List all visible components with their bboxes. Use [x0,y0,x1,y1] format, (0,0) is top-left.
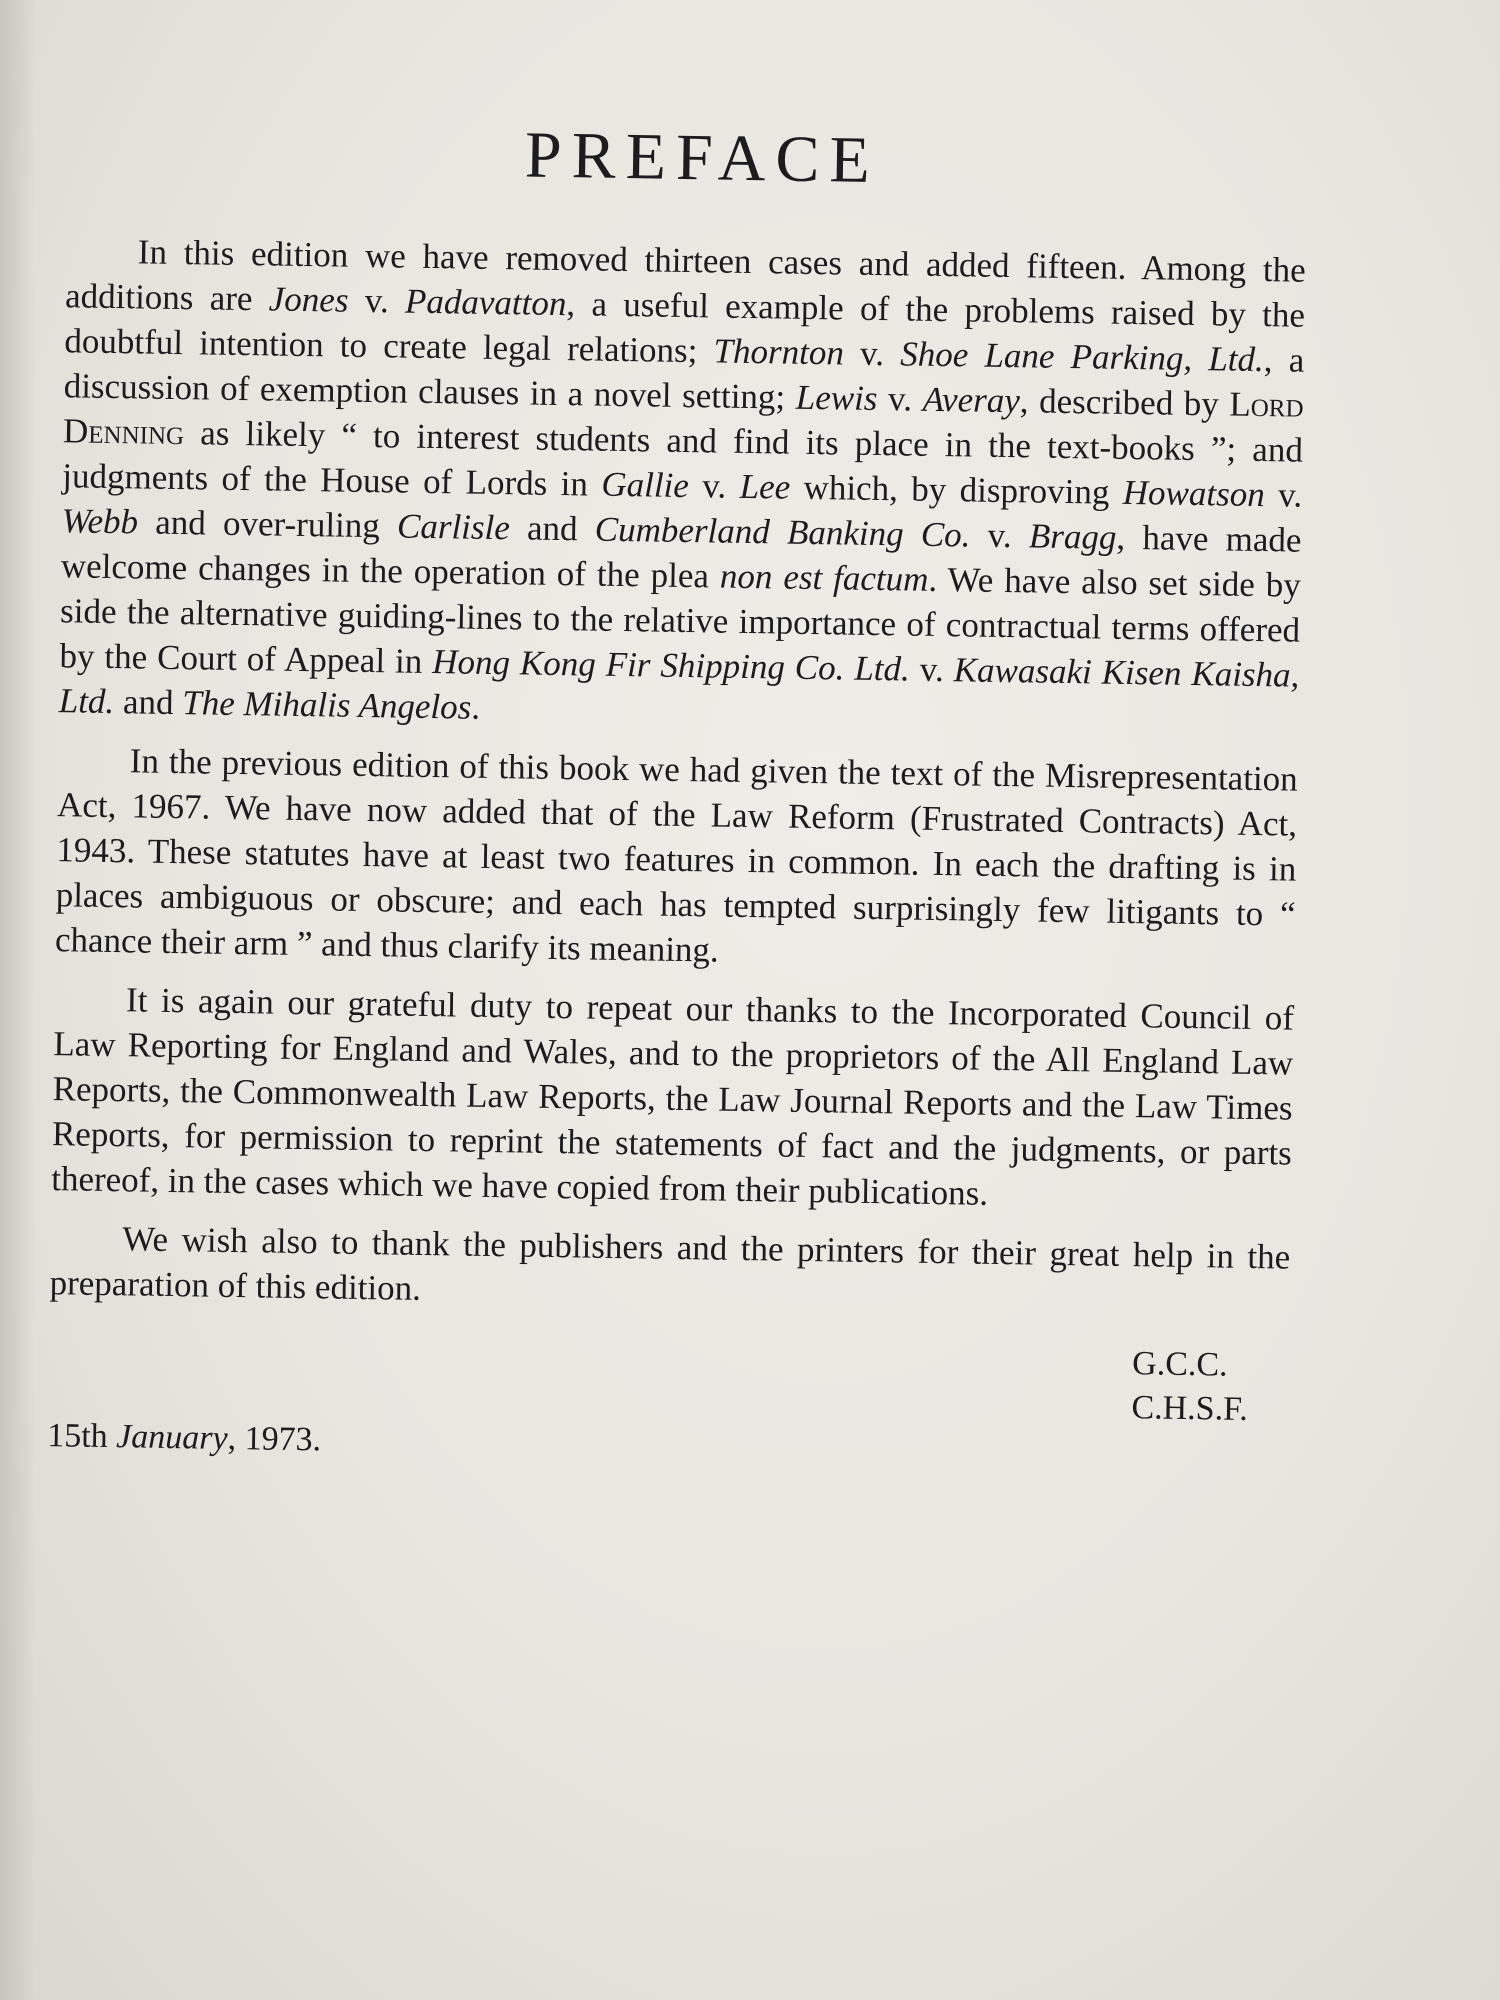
case-name: Webb [61,501,139,542]
case-name: Thornton [713,331,845,373]
paragraph-2: In the previous edition of this book we had given the text of the Misrepresentation Act, 1967. We have now added that of the Law Reform (Frustrated Contracts) Act, 1943. These statutes have at least two features in common. In each the drafting is in places ambiguous or obscure; and each has tempted surprisingly few litigants to “ chance their arm ” and thus clarify its meaning. [54,741,1299,970]
case-name: Carlisle [396,506,511,548]
case-name: Hong Kong Fir Shipping Co. Ltd. [431,642,911,689]
case-name: Howatson [1122,472,1266,515]
case-name: The Mihalis Angelos [181,683,472,727]
case-name: Averay [922,379,1021,421]
preface-date: 15th January, 1973. [46,1417,322,1459]
paragraph-3: It is again our grateful duty to repeat our thanks to the Incorporated Council of Law Reporting for England and Wales, and to the proprietors of the All England Law Reports, the Commonwealth Law Reports, the Law Journal Reports and the Law Times Reports, for permission to reprint the statements of fact and the judgments, or parts thereof, in the cases which we have copied from their publications. [50,980,1295,1213]
case-name: Jones [268,279,349,320]
latin-term: non est factum [719,556,929,599]
author-initials-2: C.H.S.F. [1131,1389,1249,1428]
case-name: Lewis [795,377,878,419]
paragraph-1: In this edition we have removed thirteen cases and added fifteen. Among the additions are Jones v. Padavatton, a useful example of the problems raised by the doubtful intention to create legal relations; Thornton v. Shoe Lane Parking, Ltd., a discussion of exemption clauses in a novel setting; Lewis v. Averay, described by Lord Denning as likely “ to interest students and find its place in the text-books ”; and judgments of the House of Lords in Gallie v. Lee which, by disproving Howatson v. Webb and over-ruling Carlisle and Cumberland Banking Co. v. Bragg, have made welcome changes in the operation of the plea non est factum. We have also set side by side the alternative guiding-lines to the relative importance of contractual terms offered by the Court of Appeal in Hong Kong Fir Shipping Co. Ltd. v. Kawasaki Kisen Kaisha, Ltd. and The Mihalis Angelos. [58,232,1307,727]
case-name: Shoe Lane Parking, Ltd. [899,334,1265,380]
case-name: Padavatton [404,281,567,324]
case-name: Lee [739,466,791,507]
case-name: Kawasaki Kisen Kaisha, Ltd. [58,650,1300,722]
case-name: Cumberland Banking Co. [594,509,971,555]
page-title: PREFACE [524,118,881,198]
judge-name: Lord Denning [62,384,1304,453]
signoff [47,1325,1289,1484]
author-initials [1131,1342,1249,1432]
case-name: Gallie [601,464,690,506]
case-name: Bragg [1028,516,1117,557]
preface-content [47,110,1308,1484]
author-initials-1: G.C.C. [1131,1345,1228,1384]
paragraph-4: We wish also to thank the publishers and the printers for their great help in the preparation of this edition. [49,1219,1291,1308]
